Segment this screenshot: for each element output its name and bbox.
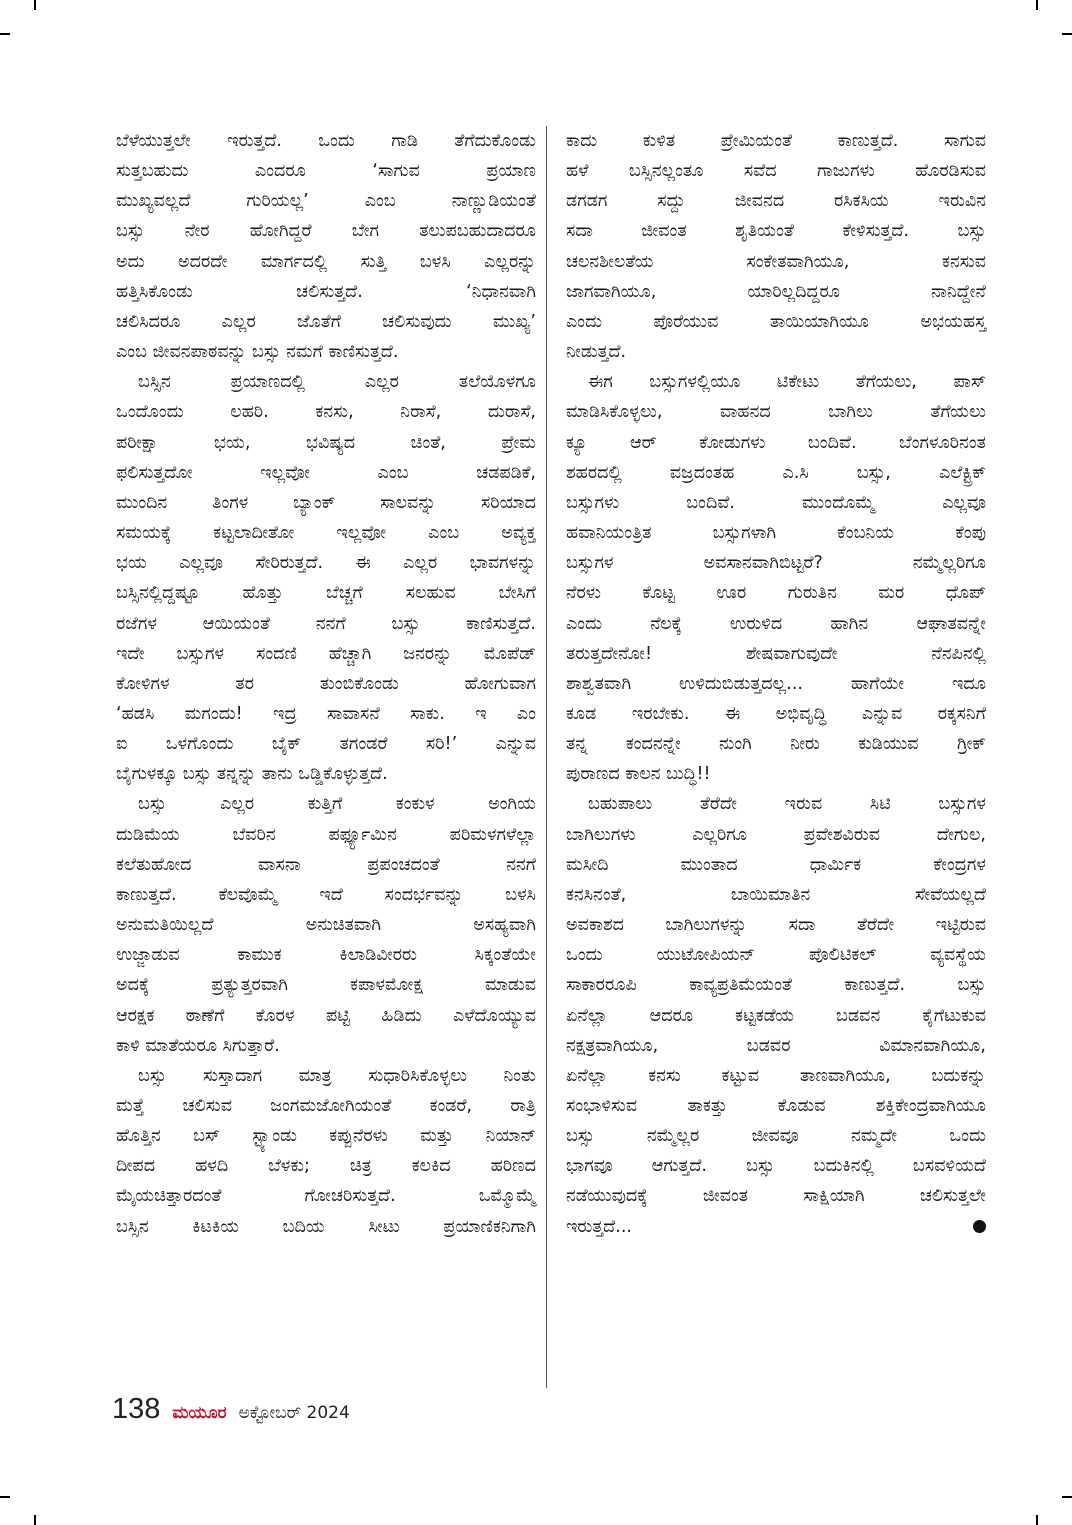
text-line: ಬಸ್ಸು ಎಲ್ಲರ ಕುತ್ತಿಗೆ ಕಂಕುಳ ಅಂಗಿಯ — [138, 794, 536, 815]
text-line: ಬಾಗಿಲುಗಳು ಎಲ್ಲರಿಗೂ ಪ್ರವೇಶವಿರುವ ದೇಗುಲ, — [566, 824, 986, 845]
text-line: ಭಾಗವೂ ಆಗುತ್ತದೆ. ಬಸ್ಸು ಬದುಕಿನಲ್ಲಿ ಬಸವಳಿಯದೆ — [566, 1156, 986, 1177]
text-line: ದುಡಿಮೆಯ ಬೆವರಿನ ಪರ್ಫ್ಯೂಮಿನ ಪರಿಮಳಗಳೆಲ್ಲಾ — [116, 824, 536, 845]
text-line: ಬಹುಪಾಲು ತೆರೆದೇ ಇರುವ ಸಿಟಿ ಬಸ್ಸುಗಳ — [588, 794, 986, 815]
text-line: ಬಸ್ಸಿನಲ್ಲಿದ್ದಷ್ಟೂ ಹೊತ್ತು ಬೆಚ್ಚಗೆ ಸಲಹುವ ಬೇಸಿಗೆ — [116, 583, 536, 604]
text-line: ಒಂದು ಯುಟೋಪಿಯನ್ ಪೊಲಿಟಿಕಲ್ ವ್ಯವಸ್ಥೆಯ — [566, 945, 986, 966]
text-line: ಚಲಿಸಿದರೂ ಎಲ್ಲರ ಜೊತೆಗೆ ಚಲಿಸುವುದು ಮುಖ್ಯ’ — [116, 311, 536, 332]
crop-mark — [34, 0, 36, 10]
text-line: ಮತ್ತೆ ಚಲಿಸುವ ಜಂಗಮಜೋಗಿಯಂತೆ ಕಂಡರೆ, ರಾತ್ರಿ — [116, 1096, 536, 1116]
text-line — [566, 1212, 986, 1242]
text-line: ಕಾಣುತ್ತದೆ. ಕೆಲವೊಮ್ಮೆ ಇದೆ ಸಂದರ್ಭವನ್ನು ಬಳಸಿ — [116, 884, 536, 905]
text-line: ಹೊತ್ತಿನ ಬಸ್ ಸ್ಟ್ಯಾಂಡು ಕಪ್ಪುನೆರಳು ಮತ್ತು ನಿಯಾನ್ — [116, 1126, 536, 1147]
text-line: ದೀಪದ ಹಳದಿ ಬೆಳಕು; ಚಿತ್ರ ಕಲಕಿದ ಹರಿಣದ — [116, 1156, 536, 1177]
text-line: ತರುತ್ತದೇನೋ! ಶೇಷವಾಗುವುದೇ ನೆನಪಿನಲ್ಲಿ — [566, 643, 986, 664]
text-line: ಎಂದು ಪೊರೆಯುವ ತಾಯಿಯಾಗಿಯೂ ಅಭಯಹಸ್ತ — [566, 311, 986, 332]
text-line: ಸಮಯಕ್ಕೆ ಕಟ್ಟಲಾದೀತೋ ಇಲ್ಲವೋ ಎಂಬ ಅವ್ಯಕ್ತ — [116, 523, 536, 544]
text-line: ಹವಾನಿಯಂತ್ರಿತ ಬಸ್ಸುಗಳಾಗಿ ಕೆಂಬನಿಯ ಕೆಂಪು — [566, 523, 986, 544]
text-line: ಬಸ್ಸು ನೇರ ಹೋಗಿದ್ದರೆ ಬೇಗ ತಲುಪಬಹುದಾದರೂ — [116, 221, 536, 242]
text-line: ಆರಕ್ಷಕ ಠಾಣೆಗೆ ಕೊರಳ ಪಟ್ಟಿ ಹಿಡಿದು ಎಳೆದೊಯ್ಯುವ — [116, 1005, 536, 1026]
text-line: ನೀಡುತ್ತದೆ. — [566, 342, 627, 363]
text-line: ಡಗಡಗ ಸದ್ದು ಜೀವನದ ರಸಿಕಸಿಯ ಇರುವಿನ — [566, 191, 986, 212]
crop-mark — [1036, 0, 1038, 10]
text-line: ಕಲೆತುಹೋದ ವಾಸನಾ ಪ್ರಪಂಚದಂತೆ ನನಗೆ — [116, 854, 536, 875]
text-line: ರಜೆಗಳ ಆಯಿಯಂತೆ ನನಗೆ ಬಸ್ಸು ಕಾಣಿಸುತ್ತದೆ. — [116, 613, 536, 634]
text-line: ಮುಂದಿನ ತಿಂಗಳ ಬ್ಯಾಂಕ್ ಸಾಲವನ್ನು ಸರಿಯಾದ — [116, 492, 536, 513]
text-line: ಹಳೆ ಬಸ್ಸಿನಲ್ಲಂತೂ ಸವೆದ ಗಾಜುಗಳು ಹೊರಡಿಸುವ — [566, 161, 986, 182]
crop-mark — [0, 1496, 10, 1498]
text-line: ಬಸ್ಸುಗಳು ಬಂದಿವೆ. ಮುಂದೊಮ್ಮೆ ಎಲ್ಲವೂ — [566, 492, 986, 513]
end-bullet-icon — [973, 1220, 986, 1233]
text-line: ನಕ್ಷತ್ರವಾಗಿಯೂ, ಬಡವರ ವಿಮಾನವಾಗಿಯೂ, — [566, 1035, 986, 1056]
text-line: ಮೈಯಚಿತ್ತಾರದಂತೆ ಗೋಚರಿಸುತ್ತದೆ. ಒಮ್ಮೊಮ್ಮೆ — [116, 1186, 536, 1207]
text-line: ತನ್ನ ಕಂದನನ್ನೇ ನುಂಗಿ ನೀರು ಕುಡಿಯುವ ಗ್ರೀಕ್ — [566, 734, 986, 755]
text-line: ಕ್ಯೂ ಆರ್ ಕೋಡುಗಳು ಬಂದಿವೆ. ಬೆಂಗಳೂರಿನಂತ — [566, 432, 986, 453]
text-line: ಬಸ್ಸು ನಮ್ಮೆಲ್ಲರ ಜೀವವೂ ನಮ್ಮದೇ ಒಂದು — [566, 1126, 986, 1147]
text-line: ಬಸ್ಸು ಸುಸ್ತಾದಾಗ ಮಾತ್ರ ಸುಧಾರಿಸಿಕೊಳ್ಳಲು ನಿಂತು — [138, 1065, 536, 1086]
text-line: ನೆರಳು ಕೊಟ್ಟ ಊರ ಗುರುತಿನ ಮರ ಧೊಪ್ — [566, 583, 986, 604]
text-line: ಏನೆಲ್ಲಾ ಆದರೂ ಕಟ್ಟಕಡೆಯ ಬಡವನ ಕೈಗೆಟುಕುವ — [566, 1005, 986, 1026]
text-line: ‘ಹಡಸಿ ಮಗಂದು! ಇದ್ರ ಸಾವಾಸನೆ ಸಾಕು. ಇ ಎಂ — [116, 703, 536, 724]
text-line: ಪರೀಕ್ಷಾ ಭಯ, ಭವಿಷ್ಯದ ಚಿಂತೆ, ಪ್ರೇಮ — [116, 432, 536, 453]
magazine-logo: ಮಯೂರ — [172, 1403, 227, 1423]
text-line: ಅದಕ್ಕೆ ಪ್ರತ್ಯುತ್ತರವಾಗಿ ಕಪಾಳಮೋಕ್ಷ ಮಾಡುವ — [116, 975, 536, 996]
text-line: ಶಾಶ್ವತವಾಗಿ ಉಳಿದುಬಿಡುತ್ತದಲ್ಲ... ಹಾಗೆಯೇ ಇದೂ — [566, 673, 986, 694]
text-line: ಬೈಗುಳಕ್ಕೂ ಬಸ್ಸು ತನ್ನನ್ನು ತಾನು ಒಡ್ಡಿಕೊಳ್ಳುತ್ತದೆ. — [116, 764, 388, 785]
crop-mark — [1036, 1515, 1038, 1525]
text-line: ಇದೇ ಬಸ್ಸುಗಳ ಸಂದಣಿ ಹೆಚ್ಚಾಗಿ ಜನರನ್ನು ಮೊಪೆಡ್ — [116, 643, 536, 664]
text-line: ಮುಖ್ಯವಲ್ಲದೆ ಗುರಿಯಲ್ಲ’ ಎಂಬ ನಾಣ್ಣುಡಿಯಂತೆ — [116, 191, 536, 212]
text-line: ಶಹರದಲ್ಲಿ ವಜ್ರದಂತಹ ಎ.ಸಿ ಬಸ್ಸು, ಎಲೆಕ್ಟ್ರಿಕ್ — [566, 462, 986, 483]
text-line: ಬಸ್ಸಿನ ಕಿಟಕಿಯ ಬದಿಯ ಸೀಟು ಪ್ರಯಾಣಿಕನಿಗಾಗಿ — [116, 1216, 536, 1237]
crop-mark — [0, 33, 10, 35]
text-line: ಕೋಳಿಗಳ ತರ ತುಂಬಿಕೊಂಡು ಹೋಗುವಾಗ — [116, 673, 536, 694]
text-line: ಸಾಕಾರರೂಪಿ ಕಾವ್ಯಪ್ರತಿಮೆಯಂತೆ ಕಾಣುತ್ತದೆ. ಬಸ್ಸು — [566, 975, 986, 996]
text-line: ಅನುಮತಿಯಿಲ್ಲದೆ ಅನುಚಿತವಾಗಿ ಅಸಹ್ಯವಾಗಿ — [116, 915, 536, 936]
crop-mark — [34, 1515, 36, 1525]
right-text-column — [566, 126, 986, 1242]
text-line: ಕಾದು ಕುಳಿತ ಪ್ರೇಮಿಯಂತೆ ಕಾಣುತ್ತದೆ. ಸಾಗುವ — [566, 131, 986, 151]
text-line: ಮಾಡಿಸಿಕೊಳ್ಳಲು, ವಾಹನದ ಬಾಗಿಲು ತೆಗೆಯಲು — [566, 402, 986, 423]
text-line: ಸದಾ ಜೀವಂತ ಶೃತಿಯಂತೆ ಕೇಳಿಸುತ್ತದೆ. ಬಸ್ಸು — [566, 221, 986, 242]
text-line: ಈಗ ಬಸ್ಸುಗಳಲ್ಲಿಯೂ ಟಿಕೇಟು ತೆಗೆಯಲು, ಪಾಸ್ — [588, 372, 986, 393]
crop-mark — [1062, 1496, 1072, 1498]
page-footer — [112, 1393, 350, 1427]
text-line: ಕಾಳಿ ಮಾತೆಯರೂ ಸಿಗುತ್ತಾರೆ. — [116, 1035, 280, 1056]
text-line: ಬಸ್ಸಿನ ಪ್ರಯಾಣದಲ್ಲಿ ಎಲ್ಲರ ತಲೆಯೊಳಗೂ — [138, 372, 536, 393]
page-number: 138 — [112, 1393, 161, 1425]
text-line: ಎಂಬ ಜೀವನಪಾಠವನ್ನು ಬಸ್ಸು ನಮಗೆ ಕಾಣಿಸುತ್ತದೆ. — [116, 342, 399, 363]
text-line: ಕನಸಿನಂತೆ, ಬಾಯಿಮಾತಿನ ಸೇವೆಯಲ್ಲದೆ — [566, 884, 986, 905]
text-line: ಬಸ್ಸುಗಳ ಅವಸಾನವಾಗಿಬಿಟ್ಟರೆ? ನಮ್ಮೆಲ್ಲರಿಗೂ — [566, 553, 986, 574]
text-line: ಹತ್ತಿಸಿಕೊಂಡು ಚಲಿಸುತ್ತದೆ. ‘ನಿಧಾನವಾಗಿ — [116, 281, 536, 302]
text-line: ಬೆಳೆಯುತ್ತಲೇ ಇರುತ್ತದೆ. ಒಂದು ಗಾಡಿ ತೆಗೆದುಕೊಂಡು — [116, 131, 536, 151]
crop-mark — [1062, 33, 1072, 35]
text-line: ಒಂದೊಂದು ಲಹರಿ. ಕನಸು, ನಿರಾಸೆ, ದುರಾಸೆ, — [116, 402, 536, 423]
text-line: ಏನೆಲ್ಲಾ ಕನಸು ಕಟ್ಟುವ ತಾಣವಾಗಿಯೂ, ಬದುಕನ್ನು — [566, 1065, 986, 1086]
text-line: ಮಸೀದಿ ಮುಂತಾದ ಧಾರ್ಮಿಕ ಕೇಂದ್ರಗಳ — [566, 854, 986, 875]
text-line: ಸಂಭಾಳಿಸುವ ತಾಕತ್ತು ಕೊಡುವ ಶಕ್ತಿಕೇಂದ್ರವಾಗಿಯೂ — [566, 1096, 986, 1116]
column-divider — [546, 126, 547, 1388]
text-line: ಸುತ್ತಬಹುದು ಎಂದರೂ ‘ಸಾಗುವ ಪ್ರಯಾಣ — [116, 161, 536, 182]
left-text-column — [116, 126, 536, 1242]
text-line: ಅದು ಅದರದೇ ಮಾರ್ಗದಲ್ಲಿ ಸುತ್ತಿ ಬಳಸಿ ಎಲ್ಲರನ್ನು — [116, 251, 536, 272]
text-line: ಐ ಒಳಗೊಂದು ಬೈಕ್ ತಗಂಡರೆ ಸರಿ!’ ಎನ್ನುವ — [116, 734, 536, 755]
text-line-final: ಇರುತ್ತದೆ... — [566, 1216, 633, 1237]
text-line: ಭಯ ಎಲ್ಲವೂ ಸೇರಿರುತ್ತದೆ. ಈ ಎಲ್ಲರ ಭಾವಗಳನ್ನು — [116, 553, 536, 574]
text-line: ಕೂಡ ಇರಬೇಕು. ಈ ಅಭಿವೃದ್ಧಿ ಎನ್ನುವ ರಕ್ಕಸನಿಗೆ — [566, 703, 986, 724]
text-line: ಎಂದು ನೆಲಕ್ಕೆ ಉರುಳಿದ ಹಾಗಿನ ಆಘಾತವನ್ನೇ — [566, 613, 986, 634]
text-line: ನಡೆಯುವುದಕ್ಕೆ ಜೀವಂತ ಸಾಕ್ಷಿಯಾಗಿ ಚಲಿಸುತ್ತಲೇ — [566, 1186, 986, 1207]
text-line: ಪುರಾಣದ ಕಾಲನ ಬುದ್ಧಿ!! — [566, 764, 711, 785]
text-line: ಚಲನಶೀಲತೆಯ ಸಂಕೇತವಾಗಿಯೂ, ಕನಸುವ — [566, 251, 986, 272]
text-line: ಉಜ್ಜಾಡುವ ಕಾಮುಕ ಕಿಲಾಡಿವೀರರು ಸಿಕ್ಕಂತೆಯೇ — [116, 945, 536, 966]
text-line: ಫಲಿಸುತ್ತದೋ ಇಲ್ಲವೋ ಎಂಬ ಚಡಪಡಿಕೆ, — [116, 462, 536, 483]
text-line: ಜಾಗವಾಗಿಯೂ, ಯಾರಿಲ್ಲದಿದ್ದರೂ ನಾನಿದ್ದೇನೆ — [566, 281, 986, 302]
issue-date: ಅಕ್ಟೋಬರ್ 2024 — [238, 1403, 350, 1423]
text-line: ಅವಕಾಶದ ಬಾಗಿಲುಗಳನ್ನು ಸದಾ ತೆರೆದೇ ಇಟ್ಟಿರುವ — [566, 915, 986, 936]
